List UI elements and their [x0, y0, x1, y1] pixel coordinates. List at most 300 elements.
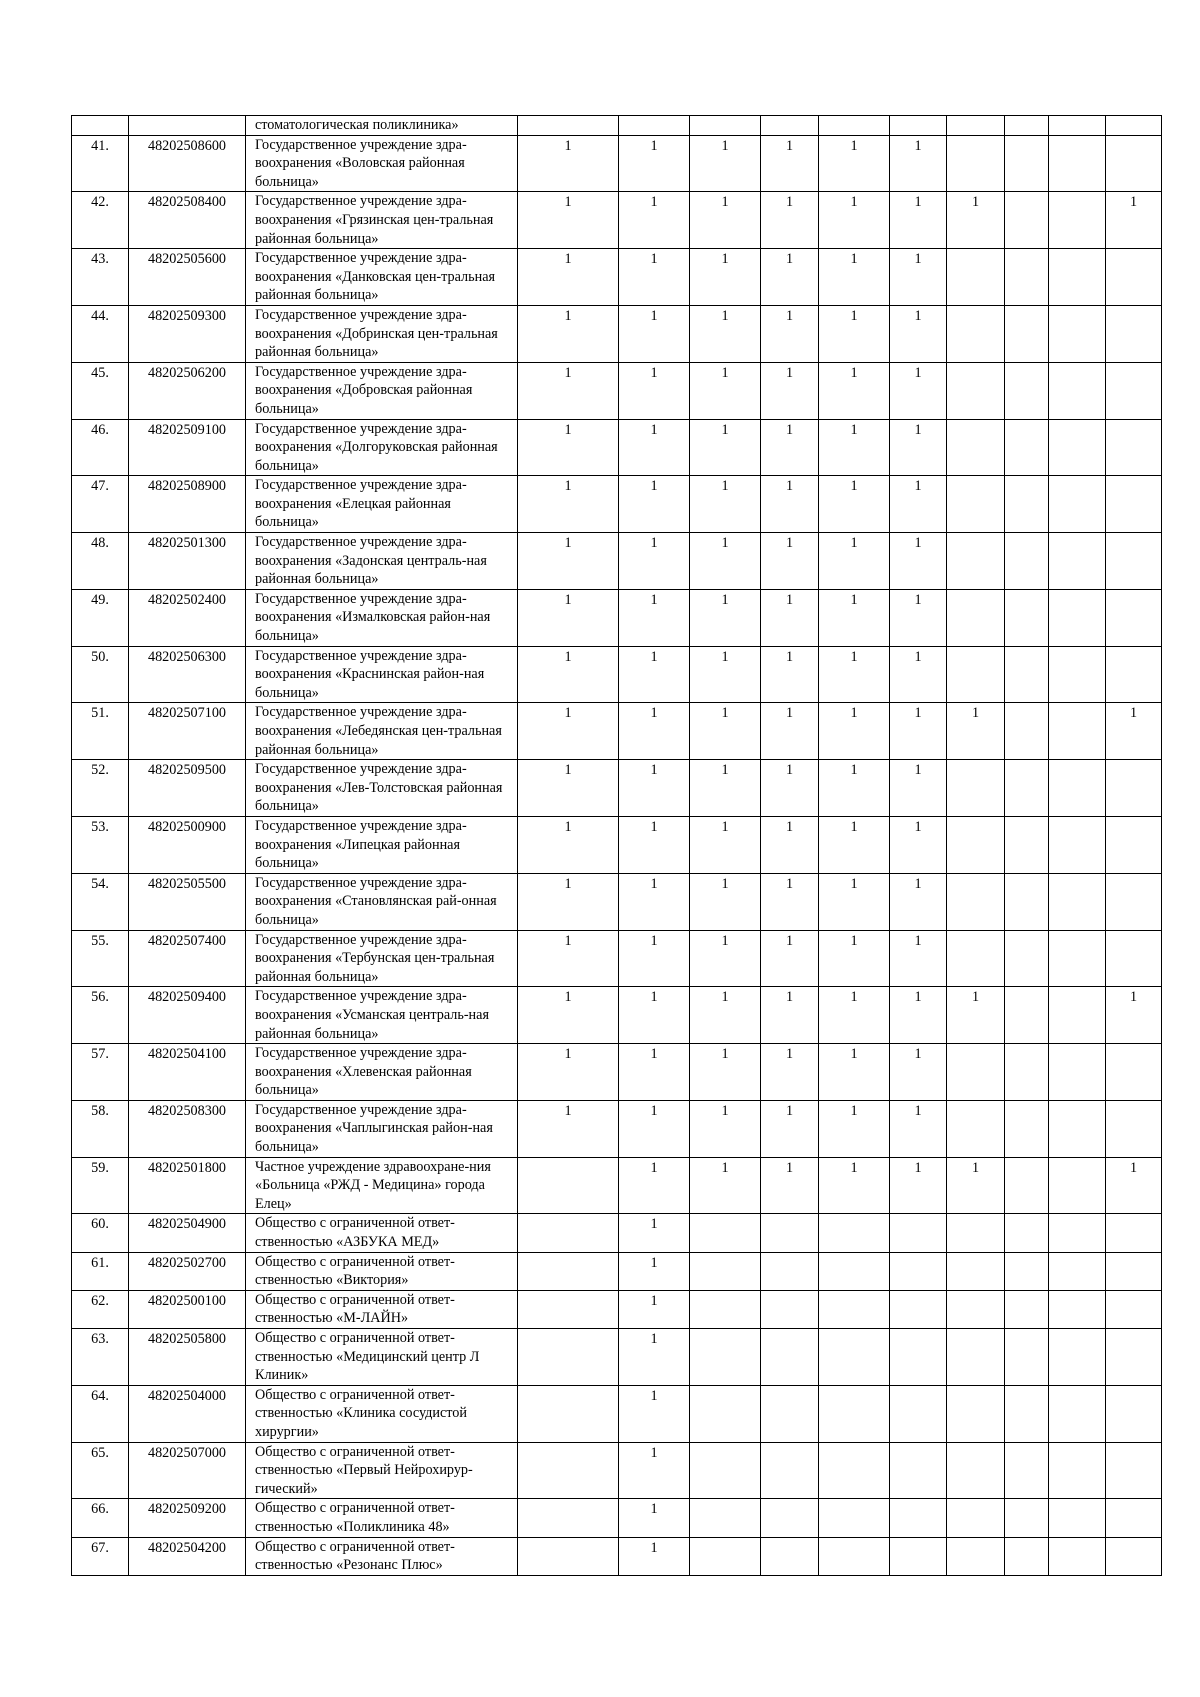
value-cell-6: 1	[890, 930, 947, 987]
value-cell-9	[1049, 1442, 1106, 1499]
value-cell-2	[619, 116, 690, 136]
table-row	[72, 116, 1162, 136]
value-cell-2: 1	[619, 249, 690, 306]
table-row	[72, 873, 1162, 930]
organization-name-cell: Государственное учреждение здра-воохранения «Усманская централь-ная районная больница»	[246, 987, 518, 1044]
value-cell-1: 1	[518, 703, 619, 760]
value-cell-9	[1049, 1499, 1106, 1537]
value-cell-7: 1	[947, 987, 1005, 1044]
table-row	[72, 249, 1162, 306]
organization-code-cell: 48202506300	[129, 646, 246, 703]
value-cell-10	[1106, 1385, 1162, 1442]
value-cell-1	[518, 1329, 619, 1386]
value-cell-6	[890, 1329, 947, 1386]
medical-organizations-table	[71, 115, 1162, 1576]
organization-name-cell: Общество с ограниченной ответ-ственностью «Резонанс Плюс»	[246, 1537, 518, 1575]
value-cell-2: 1	[619, 1100, 690, 1157]
value-cell-1: 1	[518, 135, 619, 192]
value-cell-1: 1	[518, 930, 619, 987]
organization-code-cell: 48202507000	[129, 1442, 246, 1499]
value-cell-6: 1	[890, 1100, 947, 1157]
table-row	[72, 1100, 1162, 1157]
row-number-cell: 64.	[72, 1385, 129, 1442]
value-cell-8	[1005, 1442, 1049, 1499]
value-cell-4	[761, 1252, 819, 1290]
row-number-cell: 47.	[72, 476, 129, 533]
organization-code-cell: 48202508300	[129, 1100, 246, 1157]
value-cell-2: 1	[619, 760, 690, 817]
row-number-cell: 49.	[72, 589, 129, 646]
value-cell-5: 1	[819, 419, 890, 476]
value-cell-8	[1005, 1044, 1049, 1101]
value-cell-6: 1	[890, 192, 947, 249]
value-cell-4: 1	[761, 419, 819, 476]
table-row	[72, 1290, 1162, 1328]
value-cell-10	[1106, 533, 1162, 590]
value-cell-1	[518, 1499, 619, 1537]
value-cell-3: 1	[690, 646, 761, 703]
value-cell-10	[1106, 816, 1162, 873]
organization-code-cell: 48202508900	[129, 476, 246, 533]
organization-code-cell: 48202502700	[129, 1252, 246, 1290]
value-cell-7: 1	[947, 1157, 1005, 1214]
organization-name-cell: Общество с ограниченной ответ-ственностью «М-ЛАЙН»	[246, 1290, 518, 1328]
value-cell-9	[1049, 476, 1106, 533]
table-row	[72, 987, 1162, 1044]
value-cell-1: 1	[518, 362, 619, 419]
row-number-cell: 60.	[72, 1214, 129, 1252]
table-row	[72, 192, 1162, 249]
value-cell-10	[1106, 873, 1162, 930]
value-cell-4: 1	[761, 987, 819, 1044]
value-cell-7	[947, 533, 1005, 590]
organization-name-cell: Государственное учреждение здра-воохранения «Хлевенская районная больница»	[246, 1044, 518, 1101]
value-cell-4: 1	[761, 249, 819, 306]
row-number-cell	[72, 116, 129, 136]
organization-code-cell: 48202509300	[129, 305, 246, 362]
table-row	[72, 1044, 1162, 1101]
table-row	[72, 930, 1162, 987]
value-cell-4: 1	[761, 816, 819, 873]
value-cell-7	[947, 1100, 1005, 1157]
value-cell-1: 1	[518, 816, 619, 873]
value-cell-5: 1	[819, 930, 890, 987]
value-cell-7	[947, 1044, 1005, 1101]
value-cell-1: 1	[518, 760, 619, 817]
value-cell-7	[947, 362, 1005, 419]
organization-name-cell: Государственное учреждение здра-воохранения «Добринская цен-тральная районная больница»	[246, 305, 518, 362]
value-cell-10: 1	[1106, 1157, 1162, 1214]
organization-name-cell: Государственное учреждение здра-воохранения «Лев-Толстовская районная больница»	[246, 760, 518, 817]
value-cell-9	[1049, 1290, 1106, 1328]
value-cell-4: 1	[761, 135, 819, 192]
value-cell-7	[947, 1214, 1005, 1252]
value-cell-2: 1	[619, 1044, 690, 1101]
organization-code-cell: 48202504100	[129, 1044, 246, 1101]
value-cell-5: 1	[819, 1100, 890, 1157]
value-cell-6: 1	[890, 419, 947, 476]
value-cell-2: 1	[619, 873, 690, 930]
value-cell-8	[1005, 1537, 1049, 1575]
organization-name-cell: Государственное учреждение здра-воохранения «Долгоруковская районная больница»	[246, 419, 518, 476]
value-cell-6	[890, 1442, 947, 1499]
value-cell-9	[1049, 987, 1106, 1044]
value-cell-3	[690, 1442, 761, 1499]
table-row	[72, 646, 1162, 703]
row-number-cell: 54.	[72, 873, 129, 930]
table-row	[72, 1329, 1162, 1386]
value-cell-2: 1	[619, 703, 690, 760]
organization-name-cell: Общество с ограниченной ответ-ственностью «Клиника сосудистой хирургии»	[246, 1385, 518, 1442]
value-cell-8	[1005, 305, 1049, 362]
value-cell-6: 1	[890, 1044, 947, 1101]
value-cell-9	[1049, 1329, 1106, 1386]
table-row	[72, 533, 1162, 590]
value-cell-6	[890, 1499, 947, 1537]
value-cell-8	[1005, 1100, 1049, 1157]
value-cell-3: 1	[690, 362, 761, 419]
value-cell-8	[1005, 249, 1049, 306]
value-cell-3: 1	[690, 305, 761, 362]
table-row	[72, 1157, 1162, 1214]
value-cell-8	[1005, 419, 1049, 476]
value-cell-8	[1005, 1499, 1049, 1537]
value-cell-2: 1	[619, 1499, 690, 1537]
value-cell-4	[761, 1385, 819, 1442]
organization-code-cell	[129, 116, 246, 136]
value-cell-1: 1	[518, 1044, 619, 1101]
value-cell-4	[761, 1214, 819, 1252]
organization-name-cell: Государственное учреждение здра-воохранения «Становлянская рай-онная больница»	[246, 873, 518, 930]
value-cell-10	[1106, 1214, 1162, 1252]
value-cell-5: 1	[819, 1157, 890, 1214]
value-cell-7	[947, 760, 1005, 817]
value-cell-3	[690, 1214, 761, 1252]
value-cell-9	[1049, 1214, 1106, 1252]
value-cell-5	[819, 1252, 890, 1290]
value-cell-7	[947, 476, 1005, 533]
organization-code-cell: 48202501800	[129, 1157, 246, 1214]
value-cell-9	[1049, 1100, 1106, 1157]
value-cell-10: 1	[1106, 192, 1162, 249]
value-cell-1	[518, 1442, 619, 1499]
value-cell-9	[1049, 305, 1106, 362]
value-cell-10: 1	[1106, 703, 1162, 760]
value-cell-3: 1	[690, 703, 761, 760]
organization-name-cell: Государственное учреждение здра-воохранения «Воловская районная больница»	[246, 135, 518, 192]
value-cell-2: 1	[619, 1252, 690, 1290]
organization-code-cell: 48202500900	[129, 816, 246, 873]
value-cell-10	[1106, 135, 1162, 192]
organization-code-cell: 48202501300	[129, 533, 246, 590]
organization-code-cell: 48202509400	[129, 987, 246, 1044]
value-cell-5: 1	[819, 1044, 890, 1101]
value-cell-2: 1	[619, 987, 690, 1044]
value-cell-6: 1	[890, 646, 947, 703]
value-cell-7	[947, 589, 1005, 646]
value-cell-10	[1106, 1442, 1162, 1499]
value-cell-2: 1	[619, 1385, 690, 1442]
value-cell-2: 1	[619, 476, 690, 533]
value-cell-7	[947, 1537, 1005, 1575]
value-cell-1: 1	[518, 476, 619, 533]
value-cell-6	[890, 116, 947, 136]
value-cell-6: 1	[890, 249, 947, 306]
value-cell-3	[690, 1329, 761, 1386]
value-cell-6: 1	[890, 760, 947, 817]
value-cell-4: 1	[761, 873, 819, 930]
organization-name-cell: Государственное учреждение здра-воохранения «Задонская централь-ная районная больница»	[246, 533, 518, 590]
table-row	[72, 1214, 1162, 1252]
value-cell-8	[1005, 873, 1049, 930]
value-cell-5	[819, 1442, 890, 1499]
table-row	[72, 1537, 1162, 1575]
value-cell-7	[947, 816, 1005, 873]
value-cell-7: 1	[947, 192, 1005, 249]
value-cell-2: 1	[619, 646, 690, 703]
value-cell-10	[1106, 1044, 1162, 1101]
organization-name-cell: Общество с ограниченной ответ-ственностью «Виктория»	[246, 1252, 518, 1290]
value-cell-1: 1	[518, 589, 619, 646]
row-number-cell: 52.	[72, 760, 129, 817]
row-number-cell: 66.	[72, 1499, 129, 1537]
value-cell-3: 1	[690, 249, 761, 306]
value-cell-4: 1	[761, 930, 819, 987]
row-number-cell: 45.	[72, 362, 129, 419]
value-cell-9	[1049, 816, 1106, 873]
value-cell-4: 1	[761, 362, 819, 419]
value-cell-2: 1	[619, 419, 690, 476]
organization-name-cell: стоматологическая поликлиника»	[246, 116, 518, 136]
value-cell-3	[690, 116, 761, 136]
value-cell-8	[1005, 930, 1049, 987]
organization-code-cell: 48202509200	[129, 1499, 246, 1537]
value-cell-9	[1049, 116, 1106, 136]
value-cell-8	[1005, 116, 1049, 136]
value-cell-5	[819, 1290, 890, 1328]
organization-name-cell: Государственное учреждение здра-воохранения «Добровская районная больница»	[246, 362, 518, 419]
value-cell-7	[947, 1290, 1005, 1328]
value-cell-1: 1	[518, 533, 619, 590]
value-cell-7	[947, 1385, 1005, 1442]
value-cell-7	[947, 419, 1005, 476]
value-cell-8	[1005, 135, 1049, 192]
organization-code-cell: 48202507400	[129, 930, 246, 987]
value-cell-1: 1	[518, 987, 619, 1044]
table-row	[72, 305, 1162, 362]
value-cell-2: 1	[619, 135, 690, 192]
value-cell-3: 1	[690, 987, 761, 1044]
row-number-cell: 55.	[72, 930, 129, 987]
value-cell-6: 1	[890, 589, 947, 646]
value-cell-7	[947, 646, 1005, 703]
organization-code-cell: 48202505500	[129, 873, 246, 930]
row-number-cell: 67.	[72, 1537, 129, 1575]
row-number-cell: 50.	[72, 646, 129, 703]
value-cell-9	[1049, 703, 1106, 760]
table-row	[72, 419, 1162, 476]
organization-name-cell: Государственное учреждение здра-воохранения «Липецкая районная больница»	[246, 816, 518, 873]
value-cell-5	[819, 1329, 890, 1386]
organization-code-cell: 48202506200	[129, 362, 246, 419]
organization-name-cell: Общество с ограниченной ответ-ственностью «Первый Нейрохирур-гический»	[246, 1442, 518, 1499]
organization-name-cell: Государственное учреждение здра-воохранения «Елецкая районная больница»	[246, 476, 518, 533]
value-cell-3: 1	[690, 476, 761, 533]
value-cell-1: 1	[518, 305, 619, 362]
value-cell-6: 1	[890, 362, 947, 419]
value-cell-4	[761, 1499, 819, 1537]
value-cell-9	[1049, 192, 1106, 249]
value-cell-4: 1	[761, 305, 819, 362]
value-cell-9	[1049, 873, 1106, 930]
value-cell-6: 1	[890, 1157, 947, 1214]
value-cell-10	[1106, 1290, 1162, 1328]
value-cell-1: 1	[518, 249, 619, 306]
value-cell-3: 1	[690, 533, 761, 590]
value-cell-1: 1	[518, 1100, 619, 1157]
value-cell-5	[819, 1537, 890, 1575]
value-cell-3: 1	[690, 1044, 761, 1101]
value-cell-5: 1	[819, 249, 890, 306]
organization-code-cell: 48202504200	[129, 1537, 246, 1575]
value-cell-5: 1	[819, 589, 890, 646]
value-cell-1: 1	[518, 873, 619, 930]
value-cell-9	[1049, 1044, 1106, 1101]
value-cell-9	[1049, 1157, 1106, 1214]
table-row	[72, 816, 1162, 873]
value-cell-1	[518, 1214, 619, 1252]
value-cell-3: 1	[690, 192, 761, 249]
row-number-cell: 62.	[72, 1290, 129, 1328]
row-number-cell: 61.	[72, 1252, 129, 1290]
value-cell-8	[1005, 760, 1049, 817]
organization-code-cell: 48202505800	[129, 1329, 246, 1386]
organization-name-cell: Государственное учреждение здра-воохранения «Тербунская цен-тральная районная больница»	[246, 930, 518, 987]
value-cell-8	[1005, 1385, 1049, 1442]
value-cell-6	[890, 1290, 947, 1328]
value-cell-4: 1	[761, 192, 819, 249]
value-cell-2: 1	[619, 362, 690, 419]
row-number-cell: 42.	[72, 192, 129, 249]
value-cell-1: 1	[518, 419, 619, 476]
value-cell-5: 1	[819, 362, 890, 419]
value-cell-6	[890, 1385, 947, 1442]
value-cell-4: 1	[761, 760, 819, 817]
value-cell-4	[761, 116, 819, 136]
value-cell-6: 1	[890, 476, 947, 533]
value-cell-6	[890, 1537, 947, 1575]
table-row	[72, 760, 1162, 817]
value-cell-10: 1	[1106, 987, 1162, 1044]
value-cell-10	[1106, 760, 1162, 817]
value-cell-1	[518, 1537, 619, 1575]
value-cell-9	[1049, 1252, 1106, 1290]
organization-code-cell: 48202509100	[129, 419, 246, 476]
value-cell-6: 1	[890, 816, 947, 873]
value-cell-8	[1005, 646, 1049, 703]
organization-name-cell: Государственное учреждение здра-воохранения «Грязинская цен-тральная районная больница»	[246, 192, 518, 249]
value-cell-7	[947, 1499, 1005, 1537]
value-cell-5: 1	[819, 533, 890, 590]
value-cell-3: 1	[690, 816, 761, 873]
value-cell-7	[947, 116, 1005, 136]
value-cell-10	[1106, 1499, 1162, 1537]
value-cell-4: 1	[761, 1044, 819, 1101]
table-row	[72, 1499, 1162, 1537]
value-cell-6: 1	[890, 987, 947, 1044]
value-cell-9	[1049, 930, 1106, 987]
value-cell-7	[947, 1329, 1005, 1386]
value-cell-3: 1	[690, 419, 761, 476]
value-cell-3: 1	[690, 1157, 761, 1214]
value-cell-6: 1	[890, 135, 947, 192]
value-cell-3: 1	[690, 760, 761, 817]
organization-code-cell: 48202508400	[129, 192, 246, 249]
value-cell-7	[947, 1252, 1005, 1290]
value-cell-4: 1	[761, 1100, 819, 1157]
row-number-cell: 41.	[72, 135, 129, 192]
value-cell-3: 1	[690, 930, 761, 987]
value-cell-2: 1	[619, 1157, 690, 1214]
value-cell-9	[1049, 589, 1106, 646]
table-row	[72, 1442, 1162, 1499]
table-row	[72, 362, 1162, 419]
row-number-cell: 65.	[72, 1442, 129, 1499]
value-cell-5: 1	[819, 646, 890, 703]
value-cell-10	[1106, 1329, 1162, 1386]
value-cell-5: 1	[819, 760, 890, 817]
value-cell-1	[518, 116, 619, 136]
value-cell-1	[518, 1385, 619, 1442]
value-cell-5: 1	[819, 703, 890, 760]
table-row	[72, 135, 1162, 192]
row-number-cell: 58.	[72, 1100, 129, 1157]
table-row	[72, 476, 1162, 533]
value-cell-5	[819, 1499, 890, 1537]
table-row	[72, 589, 1162, 646]
value-cell-9	[1049, 419, 1106, 476]
value-cell-7	[947, 249, 1005, 306]
value-cell-5: 1	[819, 987, 890, 1044]
value-cell-3	[690, 1537, 761, 1575]
value-cell-8	[1005, 533, 1049, 590]
value-cell-6	[890, 1252, 947, 1290]
organization-name-cell: Частное учреждение здравоохране-ния «Больница «РЖД - Медицина» города Елец»	[246, 1157, 518, 1214]
value-cell-8	[1005, 589, 1049, 646]
value-cell-10	[1106, 646, 1162, 703]
value-cell-10	[1106, 1252, 1162, 1290]
organization-code-cell: 48202507100	[129, 703, 246, 760]
row-number-cell: 43.	[72, 249, 129, 306]
organization-name-cell: Общество с ограниченной ответ-ственностью «Медицинский центр Л Клиник»	[246, 1329, 518, 1386]
value-cell-5	[819, 116, 890, 136]
value-cell-7	[947, 135, 1005, 192]
value-cell-8	[1005, 192, 1049, 249]
value-cell-1: 1	[518, 646, 619, 703]
row-number-cell: 48.	[72, 533, 129, 590]
value-cell-8	[1005, 1252, 1049, 1290]
value-cell-5: 1	[819, 873, 890, 930]
value-cell-9	[1049, 1385, 1106, 1442]
table-row	[72, 1385, 1162, 1442]
value-cell-2: 1	[619, 305, 690, 362]
value-cell-6	[890, 1214, 947, 1252]
value-cell-8	[1005, 362, 1049, 419]
value-cell-6: 1	[890, 873, 947, 930]
value-cell-2: 1	[619, 1290, 690, 1328]
value-cell-9	[1049, 646, 1106, 703]
value-cell-4	[761, 1290, 819, 1328]
